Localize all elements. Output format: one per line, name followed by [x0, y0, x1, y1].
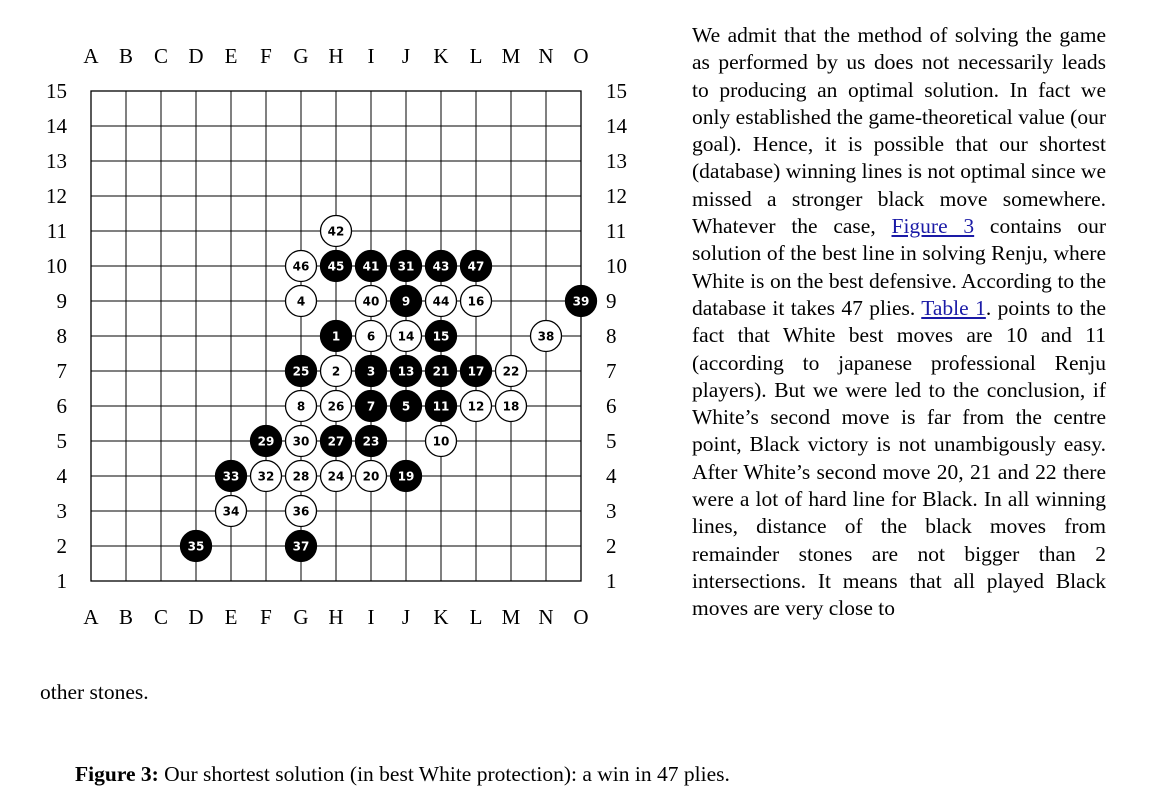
- move-number: 25: [292, 364, 310, 379]
- caption-text: Our shortest solution (in best White protection): a win in 47 plies.: [158, 762, 730, 786]
- black-stone-11: [426, 391, 457, 422]
- row-label-left: 10: [46, 254, 67, 278]
- move-number: 35: [187, 539, 205, 554]
- column-label-top: N: [538, 44, 554, 68]
- row-label-right: 13: [606, 149, 627, 173]
- row-label-left: 12: [46, 184, 67, 208]
- row-label-right: 10: [606, 254, 627, 278]
- black-stone-13: [391, 356, 422, 387]
- column-label-bottom: L: [469, 605, 483, 629]
- column-label-top: D: [188, 44, 204, 68]
- move-number: 6: [366, 329, 376, 344]
- row-label-right: 1: [606, 569, 617, 593]
- row-label-right: 7: [606, 359, 617, 383]
- move-number: 18: [502, 399, 520, 414]
- row-label-left: 7: [56, 359, 67, 383]
- white-stone-40: [356, 286, 387, 317]
- move-number: 4: [296, 294, 306, 309]
- white-stone-10: [426, 426, 457, 457]
- row-label-right: 15: [606, 79, 627, 103]
- move-number: 15: [432, 329, 450, 344]
- row-label-right: 14: [606, 114, 627, 138]
- figure-caption: [75, 761, 730, 788]
- figure-3-link[interactable]: Figure 3: [891, 214, 975, 239]
- move-number: 26: [327, 399, 345, 414]
- body-paragraph: [692, 22, 1106, 623]
- black-stone-47: [461, 251, 492, 282]
- move-number: 16: [467, 294, 485, 309]
- row-label-left: 4: [56, 464, 67, 488]
- black-stone-3: [356, 356, 387, 387]
- column-label-top: M: [501, 44, 521, 68]
- move-number: 14: [397, 329, 415, 344]
- move-number: 17: [467, 364, 485, 379]
- move-number: 10: [432, 434, 450, 449]
- move-number: 22: [502, 364, 520, 379]
- move-number: 44: [432, 294, 450, 309]
- row-label-left: 5: [56, 429, 67, 453]
- move-number: 24: [327, 469, 345, 484]
- white-stone-24: [321, 461, 352, 492]
- move-number: 23: [362, 434, 380, 449]
- caption-label: Figure 3:: [75, 762, 159, 786]
- move-number: 28: [292, 469, 310, 484]
- row-label-left: 11: [46, 219, 67, 243]
- white-stone-38: [531, 321, 562, 352]
- move-number: 32: [257, 469, 275, 484]
- move-number: 21: [432, 364, 450, 379]
- black-stone-39: [566, 286, 597, 317]
- white-stone-30: [286, 426, 317, 457]
- renju-board-figure: [0, 0, 680, 660]
- column-label-top: J: [401, 44, 411, 68]
- row-label-right: 8: [606, 324, 617, 348]
- move-number: 42: [327, 224, 345, 239]
- black-stone-43: [426, 251, 457, 282]
- column-label-bottom: O: [573, 605, 589, 629]
- column-label-top: O: [573, 44, 589, 68]
- column-label-bottom: B: [118, 605, 134, 629]
- column-label-top: G: [293, 44, 309, 68]
- table-1-link[interactable]: Table 1: [921, 295, 986, 320]
- move-number: 43: [432, 259, 450, 274]
- white-stone-46: [286, 251, 317, 282]
- column-label-top: H: [328, 44, 344, 68]
- black-stone-19: [391, 461, 422, 492]
- row-label-left: 15: [46, 79, 67, 103]
- move-number: 40: [362, 294, 380, 309]
- white-stone-16: [461, 286, 492, 317]
- white-stone-14: [391, 321, 422, 352]
- row-label-right: 3: [606, 499, 617, 523]
- move-number: 19: [397, 469, 415, 484]
- column-label-bottom: E: [224, 605, 238, 629]
- body-paragraph-continuation: other stones.: [40, 680, 149, 704]
- move-number: 7: [366, 399, 376, 414]
- move-number: 12: [467, 399, 485, 414]
- move-number: 37: [292, 539, 310, 554]
- move-number: 27: [327, 434, 345, 449]
- column-label-top: I: [367, 44, 375, 68]
- white-stone-26: [321, 391, 352, 422]
- black-stone-5: [391, 391, 422, 422]
- move-number: 2: [331, 364, 341, 379]
- renju-board: [0, 0, 680, 660]
- black-stone-1: [321, 321, 352, 352]
- black-stone-17: [461, 356, 492, 387]
- row-label-right: 9: [606, 289, 617, 313]
- white-stone-20: [356, 461, 387, 492]
- row-label-left: 9: [56, 289, 67, 313]
- row-label-left: 1: [56, 569, 67, 593]
- row-label-left: 14: [46, 114, 67, 138]
- column-label-bottom: A: [83, 605, 99, 629]
- column-label-top: L: [469, 44, 483, 68]
- black-stone-27: [321, 426, 352, 457]
- white-stone-32: [251, 461, 282, 492]
- black-stone-45: [321, 251, 352, 282]
- column-label-bottom: K: [433, 605, 449, 629]
- body-text-part-2: contains our solution of the best line in solving Renju, where White is on the best defensive. According to the database it takes 47 plies.: [692, 214, 1106, 320]
- column-label-bottom: H: [328, 605, 344, 629]
- black-stone-15: [426, 321, 457, 352]
- white-stone-34: [216, 496, 247, 527]
- move-number: 9: [401, 294, 411, 309]
- black-stone-21: [426, 356, 457, 387]
- column-label-top: B: [118, 44, 134, 68]
- move-number: 8: [296, 399, 306, 414]
- black-stone-23: [356, 426, 387, 457]
- column-label-top: F: [260, 44, 272, 68]
- move-number: 45: [327, 259, 345, 274]
- move-number: 38: [537, 329, 555, 344]
- white-stone-8: [286, 391, 317, 422]
- move-number: 3: [366, 364, 376, 379]
- white-stone-44: [426, 286, 457, 317]
- row-label-right: 12: [606, 184, 627, 208]
- move-number: 1: [331, 329, 341, 344]
- white-stone-4: [286, 286, 317, 317]
- column-label-top: C: [153, 44, 169, 68]
- move-number: 29: [257, 434, 275, 449]
- column-label-top: K: [433, 44, 449, 68]
- white-stone-28: [286, 461, 317, 492]
- white-stone-42: [321, 216, 352, 247]
- column-label-bottom: F: [260, 605, 272, 629]
- row-label-right: 6: [606, 394, 617, 418]
- row-label-right: 11: [606, 219, 627, 243]
- row-label-left: 13: [46, 149, 67, 173]
- move-number: 5: [401, 399, 411, 414]
- black-stone-29: [251, 426, 282, 457]
- move-number: 34: [222, 504, 240, 519]
- move-number: 36: [292, 504, 310, 519]
- move-number: 30: [292, 434, 310, 449]
- move-number: 33: [222, 469, 240, 484]
- black-stone-33: [216, 461, 247, 492]
- white-stone-12: [461, 391, 492, 422]
- black-stone-37: [286, 531, 317, 562]
- move-number: 13: [397, 364, 415, 379]
- move-number: 11: [432, 399, 450, 414]
- row-label-right: 4: [606, 464, 617, 488]
- column-label-top: A: [83, 44, 99, 68]
- black-stone-31: [391, 251, 422, 282]
- move-number: 39: [572, 294, 590, 309]
- column-label-top: E: [224, 44, 238, 68]
- white-stone-18: [496, 391, 527, 422]
- move-number: 46: [292, 259, 310, 274]
- column-label-bottom: M: [501, 605, 521, 629]
- row-label-left: 3: [56, 499, 67, 523]
- row-label-right: 2: [606, 534, 617, 558]
- black-stone-35: [181, 531, 212, 562]
- move-number: 31: [397, 259, 415, 274]
- column-label-bottom: J: [401, 605, 411, 629]
- move-number: 41: [362, 259, 380, 274]
- column-label-bottom: G: [293, 605, 309, 629]
- black-stone-41: [356, 251, 387, 282]
- column-label-bottom: I: [367, 605, 375, 629]
- black-stone-7: [356, 391, 387, 422]
- column-label-bottom: N: [538, 605, 554, 629]
- body-text-part-1: We admit that the method of solving the game as performed by us does not necessarily leads to producing an optimal solution. In fact we only established the game-theoretical value (our goal). Hence, it is possible that our shortest (database) winning lines is not optimal since we missed a stronger black move somewhere. Whatever the case,: [692, 23, 1106, 239]
- move-number: 20: [362, 469, 380, 484]
- white-stone-36: [286, 496, 317, 527]
- move-number: 47: [467, 259, 485, 274]
- body-text-part-3: . points to the fact that White best moves are 10 and 11 (according to japanese professional Renju players). But we were led to the conclusion, if White’s second move is far from the centre point, Black victory is not unambigously easy. After White’s second move 20, 21 and 22 there were a lot of hard line for Black. In all winning lines, distance of the black moves from remainder stones are not bigger than 2 intersections. It means that all played Black moves are very close to: [692, 295, 1106, 621]
- white-stone-6: [356, 321, 387, 352]
- row-label-right: 5: [606, 429, 617, 453]
- column-label-bottom: D: [188, 605, 204, 629]
- black-stone-9: [391, 286, 422, 317]
- row-label-left: 2: [56, 534, 67, 558]
- white-stone-2: [321, 356, 352, 387]
- row-label-left: 8: [56, 324, 67, 348]
- column-label-bottom: C: [153, 605, 169, 629]
- row-label-left: 6: [56, 394, 67, 418]
- black-stone-25: [286, 356, 317, 387]
- white-stone-22: [496, 356, 527, 387]
